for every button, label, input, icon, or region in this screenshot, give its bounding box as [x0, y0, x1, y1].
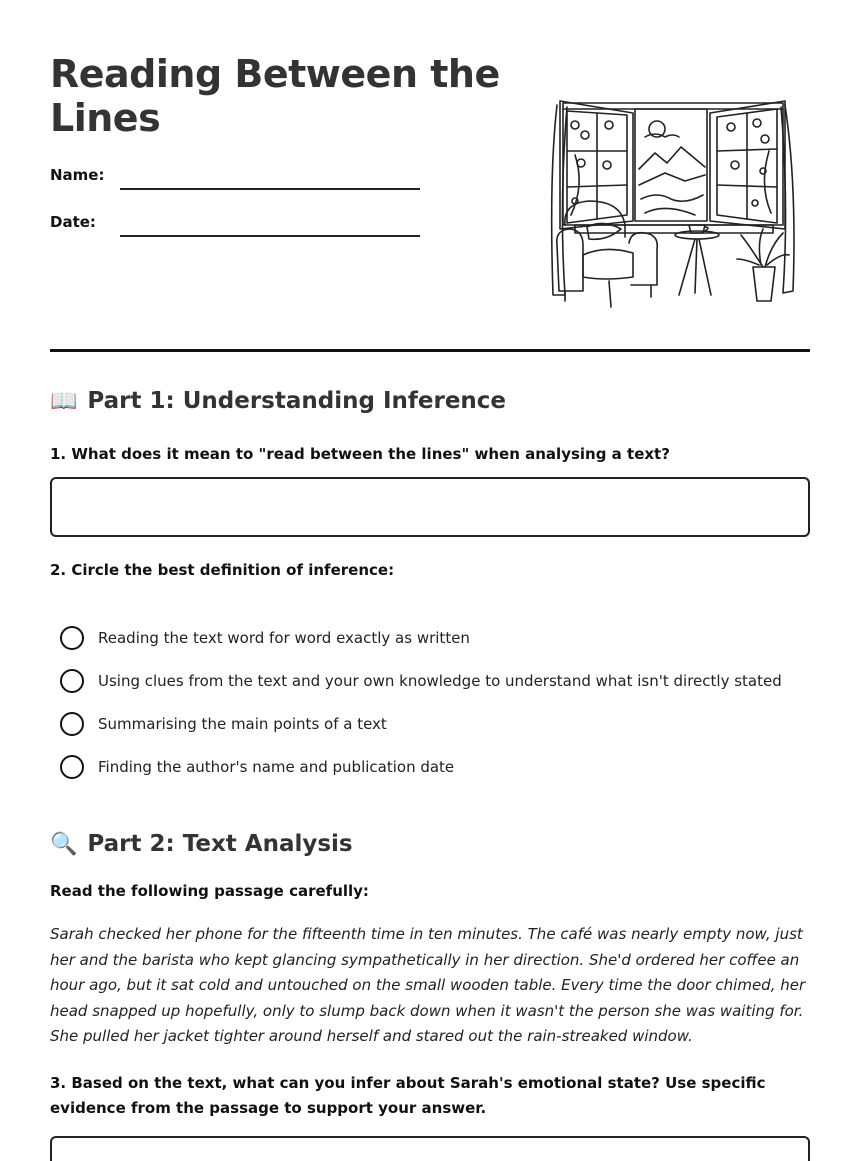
header-divider: [50, 349, 810, 352]
name-label: Name:: [50, 166, 105, 184]
question-3-answer-box[interactable]: [50, 1136, 810, 1161]
part2-heading-text: Part 2: Text Analysis: [87, 831, 353, 857]
window-armchair-illustration: [545, 95, 800, 315]
date-field-row: [50, 213, 420, 243]
option-1-circle[interactable]: [60, 626, 84, 650]
option-1-text: Reading the text word for word exactly as written: [98, 629, 470, 647]
option-4-circle[interactable]: [60, 755, 84, 779]
option-2[interactable]: [60, 668, 782, 694]
name-input-line[interactable]: [120, 188, 420, 190]
reading-passage: Sarah checked her phone for the fifteenth time in ten minutes. The café was nearly empty now, just her and the barista who kept glancing sympathetically in her direction. She'd ordered her coffee an hour ago, but it sat cold and untouched on the small wooden table. Every time the door chimed, her head snapped up hopefully, only to slump back down when it wasn't the person she was waiting for. She pulled her jacket tighter around herself and stared out the rain-streaked window.: [50, 925, 806, 1045]
question-1: 1. What does it mean to "read between the lines" when analysing a text?: [50, 445, 670, 463]
passage-instruction: Read the following passage carefully:: [50, 882, 369, 900]
part1-heading: [50, 388, 506, 414]
magnifying-glass-icon: 🔍: [50, 831, 78, 857]
option-1[interactable]: [60, 625, 470, 651]
question-2: 2. Circle the best definition of inference:: [50, 561, 395, 579]
part2-heading: [50, 831, 353, 857]
option-4[interactable]: [60, 754, 454, 780]
option-3-circle[interactable]: [60, 712, 84, 736]
name-field-row: [50, 166, 420, 196]
option-2-text: Using clues from the text and your own knowledge to understand what isn't directly stated: [98, 672, 782, 690]
page-title: Reading Between the Lines: [50, 52, 500, 140]
option-3[interactable]: [60, 711, 387, 737]
open-book-icon: 📖: [50, 388, 78, 414]
question-3: 3. Based on the text, what can you infer about Sarah's emotional state? Use specific evidence from the passage to support your answer.: [50, 1074, 766, 1117]
option-2-circle[interactable]: [60, 669, 84, 693]
part1-heading-text: Part 1: Understanding Inference: [87, 388, 507, 414]
question-1-answer-box[interactable]: [50, 477, 810, 537]
date-input-line[interactable]: [120, 235, 420, 237]
date-label: Date:: [50, 213, 96, 231]
option-3-text: Summarising the main points of a text: [98, 715, 387, 733]
option-4-text: Finding the author's name and publication date: [98, 758, 455, 776]
